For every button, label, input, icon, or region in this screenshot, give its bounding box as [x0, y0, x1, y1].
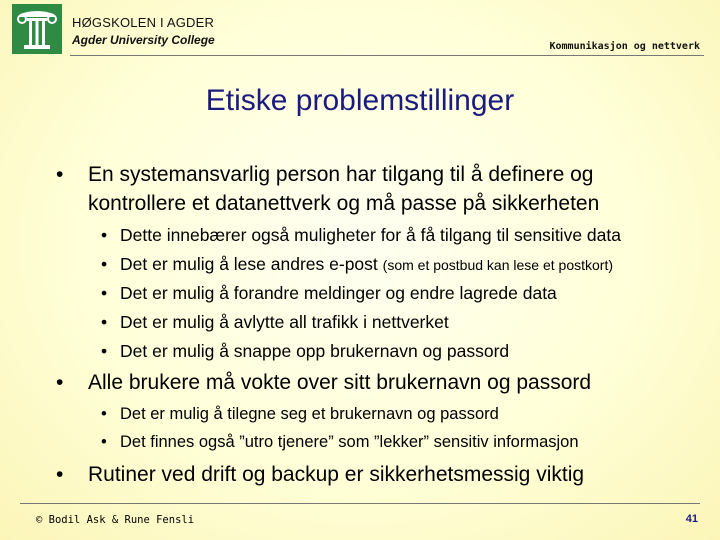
bullet-dot: • — [56, 163, 64, 186]
sub-bullet-text: Dette innebærer også muligheter for å få tilgang til sensitive data — [120, 225, 621, 245]
bullet-dot: • — [101, 433, 107, 451]
bullet-dot: • — [101, 341, 108, 361]
sub-bullet-text: Det er mulig å tilegne seg et brukernavn og passord — [120, 405, 499, 423]
sub-bullet-text: Det er mulig å forandre meldinger og endre lagrede data — [120, 283, 557, 303]
college-logo-icon — [12, 4, 62, 54]
sub-bullet-text: Det er mulig å avlytte all trafikk i nettverket — [120, 312, 449, 332]
bullet-2-text: Alle brukere må vokte over sitt brukernavn og passord — [88, 371, 592, 394]
bullet-3-text: Rutiner ved drift og backup er sikkerhetsmessig viktig — [88, 463, 585, 486]
slide-title: Etiske problemstillinger — [205, 84, 515, 117]
bullet-dot: • — [101, 405, 107, 423]
bullet-1-line-1: En systemansvarlig person har tilgang til å definere og — [88, 163, 594, 186]
footer-copyright: © Bodil Ask & Rune Fensli — [36, 514, 195, 526]
bullet-dot: • — [101, 312, 108, 332]
bullet-dot: • — [56, 371, 64, 394]
bullet-dot: • — [101, 254, 108, 274]
footer-divider — [20, 503, 700, 504]
bullet-dot: • — [101, 283, 108, 303]
sub-bullet-note: (som et postbud kan lese et postkort) — [382, 257, 613, 273]
school-name: HØGSKOLEN I AGDER — [72, 15, 215, 30]
page-number: 41 — [685, 513, 698, 525]
header-divider — [70, 55, 704, 56]
course-name: Kommunikasjon og nettverk — [549, 41, 700, 52]
sub-bullet-text: Det er mulig å lese andres e-post — [120, 254, 378, 274]
school-name-english: Agder University College — [72, 33, 215, 47]
bullet-dot: • — [56, 463, 64, 486]
bullet-dot: • — [101, 225, 108, 245]
sub-bullet-text: Det finnes også ”utro tjenere” som ”lekker” sensitiv informasjon — [120, 433, 579, 451]
bullet-1-line-2: kontrollere et datanettverk og må passe på sikkerheten — [88, 192, 600, 215]
sub-bullet-text: Det er mulig å snappe opp brukernavn og passord — [120, 341, 510, 361]
